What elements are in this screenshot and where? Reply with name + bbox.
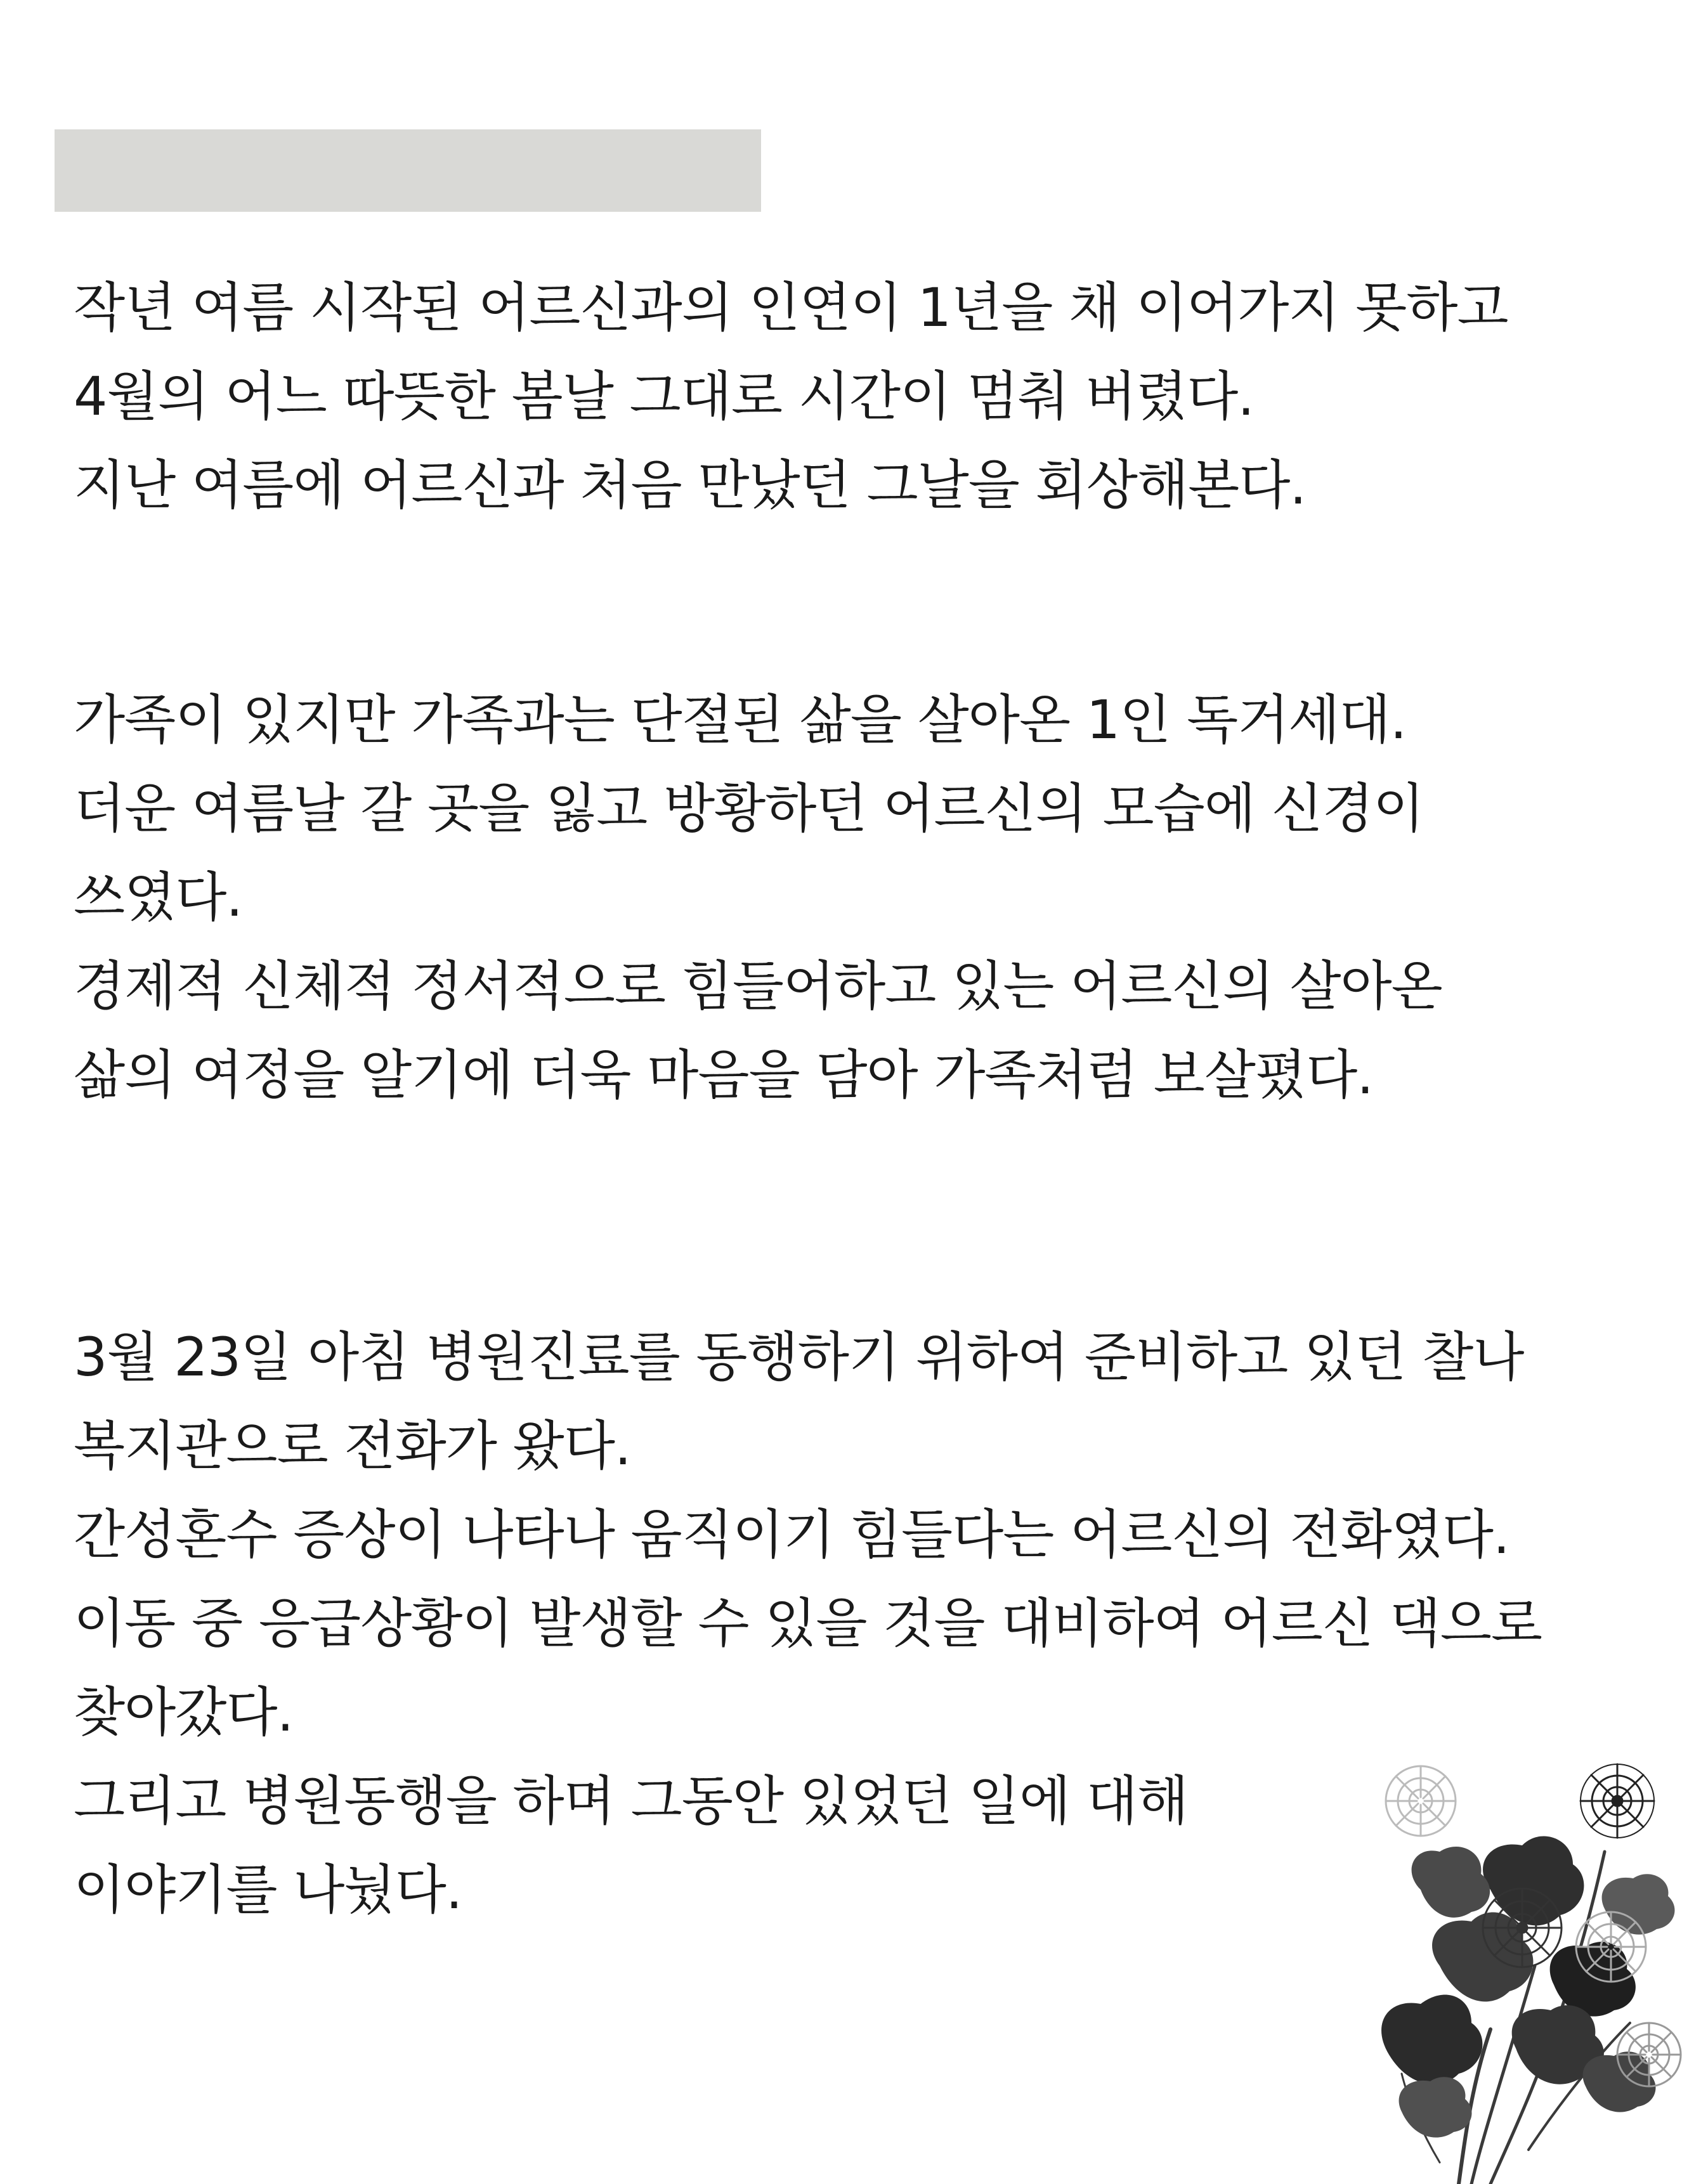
text-line: 삶의 여정을 알기에 더욱 마음을 담아 가족처럼 보살폈다. (74, 1044, 1373, 1106)
text-line: 경제적 신체적 정서적으로 힘들어하고 있는 어르신의 살아온 (74, 955, 1442, 1017)
text-line: 쓰였다. (74, 866, 243, 928)
text-line: 작년 여름 시작된 어르신과의 인연이 1년을 채 이어가지 못하고 (74, 276, 1508, 339)
text-line: 지난 여름에 어르신과 처음 만났던 그날을 회상해본다. (74, 454, 1307, 516)
text-line: 찾아갔다. (74, 1681, 294, 1743)
text-line: 3월 23일 아침 병원진료를 동행하기 위하여 준비하고 있던 찰나 (74, 1326, 1524, 1388)
text-line: 그리고 병원동행을 하며 그동안 있었던 일에 대해 (74, 1770, 1189, 1832)
text-line: 더운 여름날 갈 곳을 잃고 방황하던 어르신의 모습에 신경이 (74, 777, 1424, 840)
text-line: 복지관으로 전화가 왔다. (74, 1415, 631, 1477)
header-bar (55, 129, 761, 212)
text-line: 간성혼수 증상이 나타나 움직이기 힘들다는 어르신의 전화였다. (74, 1504, 1509, 1566)
text-line: 이야기를 나눴다. (74, 1859, 462, 1921)
text-line: 4월의 어느 따뜻한 봄날 그대로 시간이 멈춰 버렸다. (74, 365, 1254, 427)
text-line: 이동 중 응급상황이 발생할 수 있을 것을 대비하여 어르신 댁으로 (74, 1592, 1542, 1654)
text-line: 가족이 있지만 가족과는 단절된 삶을 살아온 1인 독거세대. (74, 689, 1407, 751)
chrysanthemum-illustration (1364, 1757, 1693, 2184)
paragraph-1 (74, 263, 1672, 530)
paragraph-2 (74, 675, 1672, 1119)
